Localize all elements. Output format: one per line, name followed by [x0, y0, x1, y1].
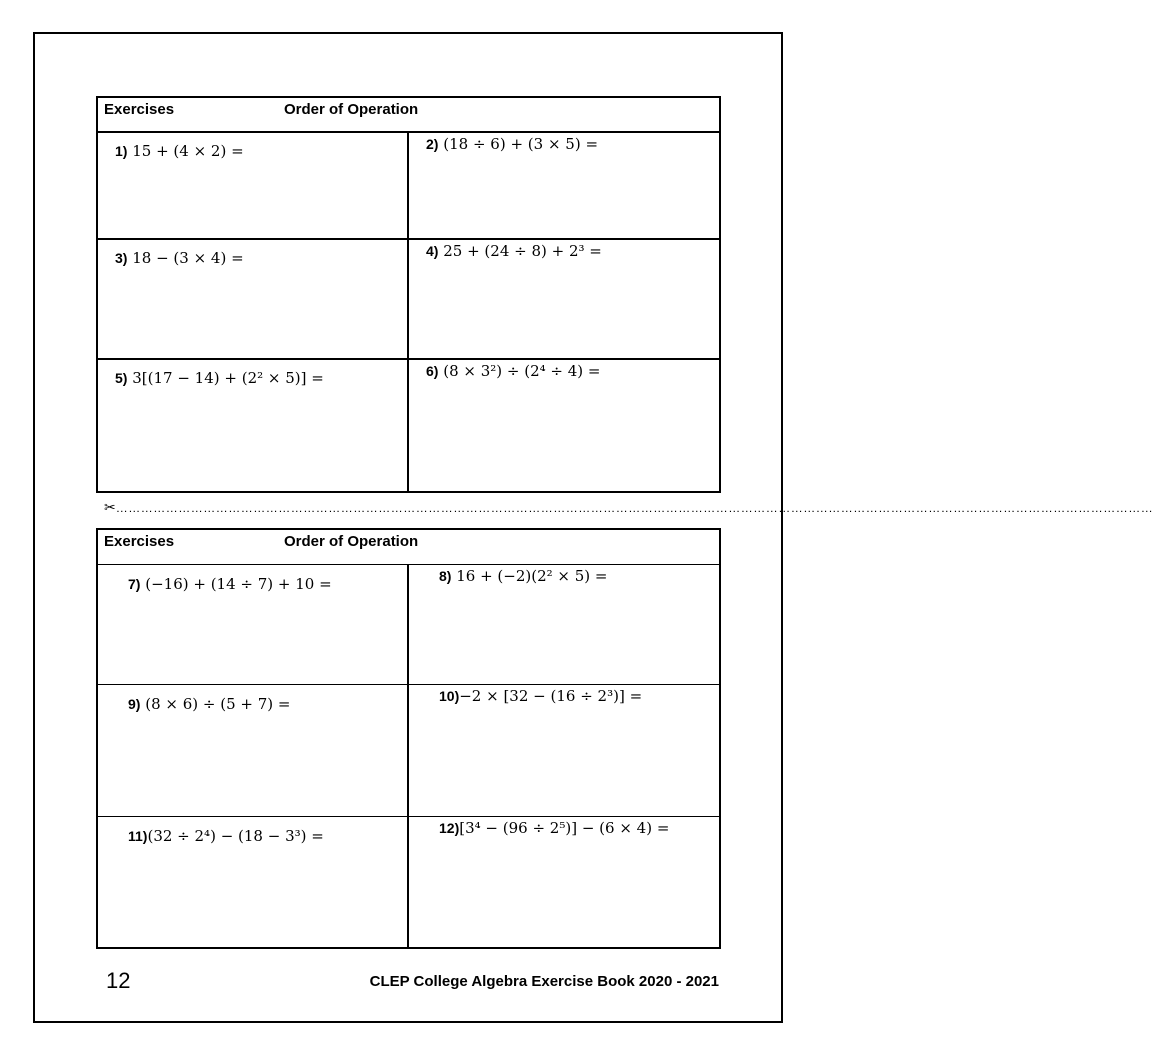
exercise-grid [98, 565, 719, 947]
exercise-sheet-bottom [96, 528, 721, 949]
exercise-expression: 15 + (4 × 2) = [132, 142, 244, 160]
exercise-cell-3 [98, 240, 409, 360]
scissors-icon: ✂ [104, 500, 116, 516]
exercise-cell-10 [409, 685, 719, 817]
topic-title: Order of Operation [284, 533, 419, 550]
exercise-number: 6) [426, 363, 439, 379]
exercise-cell-6 [409, 360, 719, 491]
exercise-number: 5) [115, 370, 128, 386]
sheet-header [98, 98, 719, 133]
exercise-expression: 18 − (3 × 4) = [132, 249, 244, 267]
exercise-number: 4) [426, 243, 439, 259]
exercise-cell-1 [98, 133, 409, 240]
exercise-cell-11 [98, 817, 409, 947]
exercise-number: 3) [115, 250, 128, 266]
exercise-expression: 16 + (−2)(2² × 5) = [456, 567, 608, 585]
topic-title: Order of Operation [284, 101, 419, 118]
exercise-number: 8) [439, 568, 452, 584]
exercise-number: 7) [128, 576, 141, 592]
exercise-expression: 3[(17 − 14) + (2² × 5)] = [132, 369, 324, 387]
exercise-cell-12 [409, 817, 719, 947]
exercise-expression: −2 × [32 − (16 ÷ 2³)] = [459, 687, 643, 705]
exercise-number: 2) [426, 136, 439, 152]
exercise-number: 9) [128, 696, 141, 712]
exercise-expression: (8 × 6) ÷ (5 + 7) = [145, 695, 291, 713]
exercise-grid [98, 133, 719, 491]
exercise-expression: (18 ÷ 6) + (3 × 5) = [443, 135, 599, 153]
exercise-number: 12) [439, 820, 460, 836]
exercise-expression: (32 ÷ 2⁴) − (18 − 3³) = [147, 827, 324, 845]
exercises-label: Exercises [104, 101, 175, 118]
sheet-header [98, 530, 719, 565]
exercise-cell-4 [409, 240, 719, 360]
exercise-sheet-top [96, 96, 721, 493]
exercise-expression: (8 × 3²) ÷ (2⁴ ÷ 4) = [443, 362, 601, 380]
exercise-cell-2 [409, 133, 719, 240]
exercise-number: 11) [128, 828, 148, 844]
dotted-cut-line: …………………………………………………………………………………………………………………………………………………………………………………………………………………………… [115, 501, 1153, 515]
exercise-cell-7 [98, 565, 409, 685]
cut-line [104, 500, 1153, 516]
exercises-label: Exercises [104, 533, 175, 550]
exercise-cell-5 [98, 360, 409, 491]
exercise-expression: 25 + (24 ÷ 8) + 2³ = [443, 242, 602, 260]
book-title: CLEP College Algebra Exercise Book 2020 - 2021 [369, 973, 719, 990]
exercise-number: 10) [439, 688, 460, 704]
exercise-expression: (−16) + (14 ÷ 7) + 10 = [145, 575, 332, 593]
exercise-cell-8 [409, 565, 719, 685]
exercise-number: 1) [115, 143, 128, 159]
exercise-expression: [3⁴ − (96 ÷ 2⁵)] − (6 × 4) = [459, 819, 670, 837]
exercise-cell-9 [98, 685, 409, 817]
page-number: 12 [106, 968, 131, 993]
